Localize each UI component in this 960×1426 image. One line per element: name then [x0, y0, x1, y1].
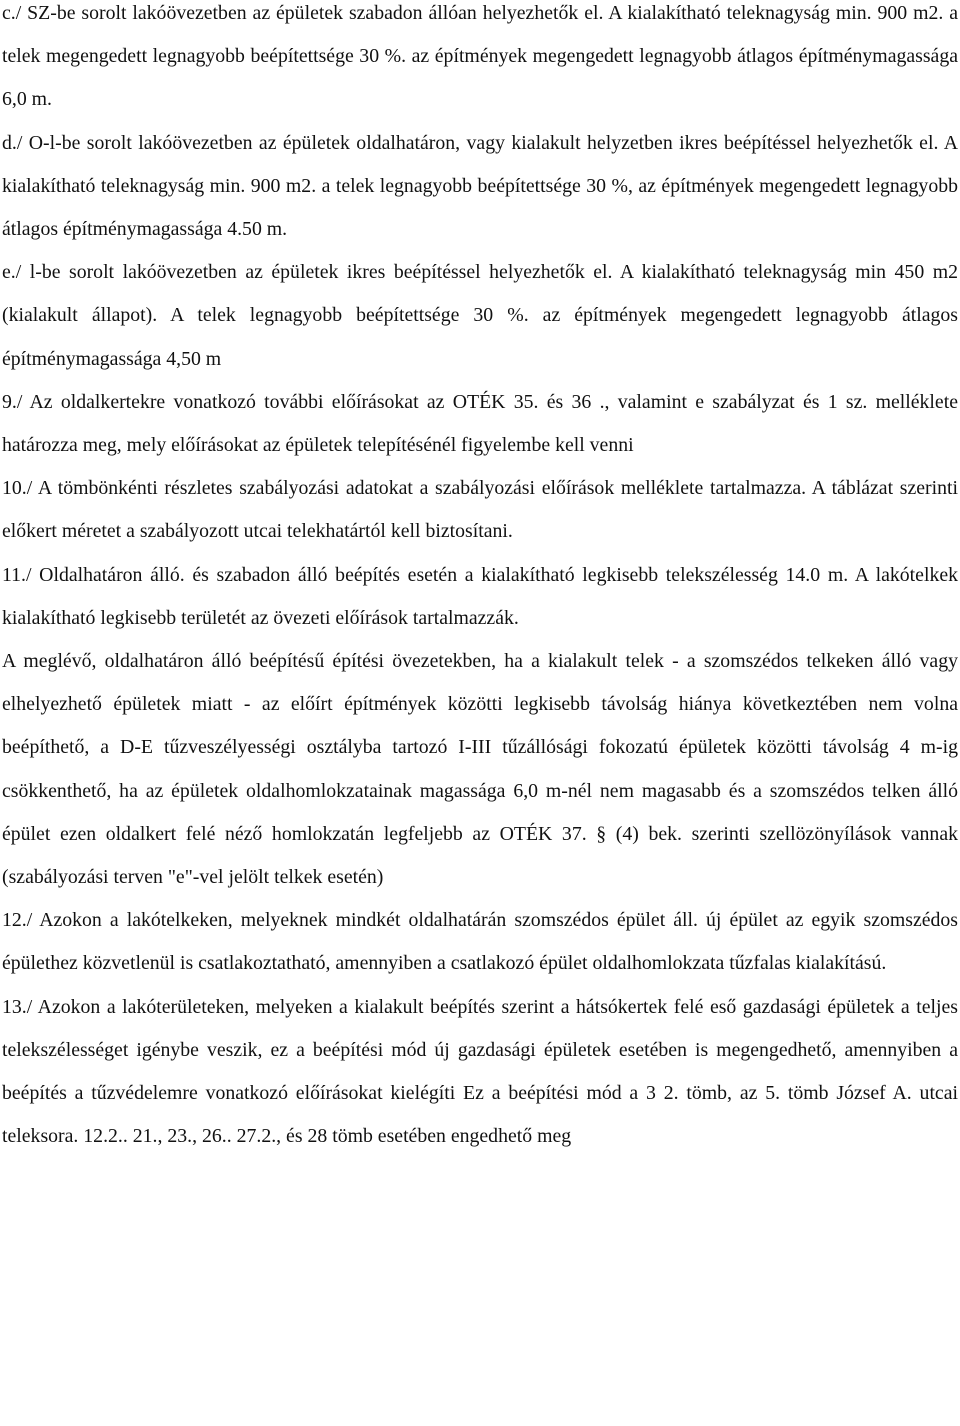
paragraph-c-sz-zone: c./ SZ-be sorolt lakóövezetben az épületek szabadon állóan helyezhetők el. A kialakítható teleknagyság min. 900 m2. a telek megengedett legnagyobb beépítettsége 30 %. az építmények megengedett legnagyobb átlagos építménymagassága 6,0 m. [2, 2, 958, 111]
paragraph-10-block-regulations: 10./ A tömbönkénti részletes szabályozási adatokat a szabályozási előírások melléklete tartalmazza. A táblázat szerinti előkert méretet a szabályozott utcai telekhatártól kell biztosítani. [2, 477, 958, 543]
paragraph-9-side-gardens: 9./ Az oldalkertekre vonatkozó további előírásokat az OTÉK 35. és 36 ., valamint e szabályzat és 1 sz. melléklete határozza meg, mely előírásokat az épületek telepítésénél figyelembe kell venni [2, 390, 958, 457]
paragraph-11-plot-width: 11./ Oldalhatáron álló. és szabadon álló beépítés esetén a kialakítható legkisebb telekszélesség 14.0 m. A lakótelkek kialakítható legkisebb területét az övezeti előírások tartalmazzák. [2, 563, 958, 629]
paragraph-13-rear-gardens: 13./ Azokon a lakóterületeken, melyeken a kialakult beépítés szerint a hátsókertek felé eső gazdasági épületek a teljes telekszélességet igénybe veszik, ez a beépítési mód új gazdasági épületek esetében is megengedhető, amennyiben a beépítés a tűzvédelemre vonatkozó előírásokat kielégíti Ez a beépítési mód a 3 2. tömb, az 5. tömb József A. utcai teleksora. 12.2.. 21., 23., 26.. 27.2., és 28 tömb esetében engedhető meg [2, 995, 958, 1148]
paragraph-12-neighbor-buildings: 12./ Azokon a lakótelkeken, melyeknek mindkét oldalhatárán szomszédos épület áll. új épület az egyik szomszédos épülethez közvetlenül is csatlakoztatható, amennyiben a csatlakozó épület oldalhomlokzata tűzfalas kialakítású. [2, 909, 958, 975]
paragraph-e-l-zone: e./ l-be sorolt lakóövezetben az épületek ikres beépítéssel helyezhetők el. A kialakítható teleknagyság min 450 m2 (kialakult állapot). A telek legnagyobb beépítettsége 30 %. az építmények megengedett legnagyobb átlagos építménymagassága 4,50 m [2, 261, 958, 370]
paragraph-existing-side-boundary: A meglévő, oldalhatáron álló beépítésű építési övezetekben, ha a kialakult telek - a szomszédos telkeken álló vagy elhelyezhető épületek miatt - az előírt építmények közötti legkisebb távolság hiánya következtében nem volna beépíthető, a D-E tűzveszélyességi osztályba tartozó I-III tűzállósági fokozatú épületek közötti távolság 4 m-ig csökkenthető, ha az épületek oldalhomlokzatainak magassága 6,0 m-nél nem magasabb és a szomszédos telken álló épület ezen oldalkert felé néző homlokzatán legfeljebb az OTÉK 37. § (4) bek. szerinti szellözönyílások vannak (szabályozási terven "e"-vel jelölt telkek esetén) [2, 650, 958, 889]
paragraph-d-ol-zone: d./ O-l-be sorolt lakóövezetben az épületek oldalhatáron, vagy kialakult helyzetben ikres beépítéssel helyezhetők el. A kialakítható teleknagyság min. 900 m2. a telek legnagyobb beépítettsége 30 %, az építmények megengedett legnagyobb átlagos építménymagassága 4.50 m. [2, 131, 958, 241]
